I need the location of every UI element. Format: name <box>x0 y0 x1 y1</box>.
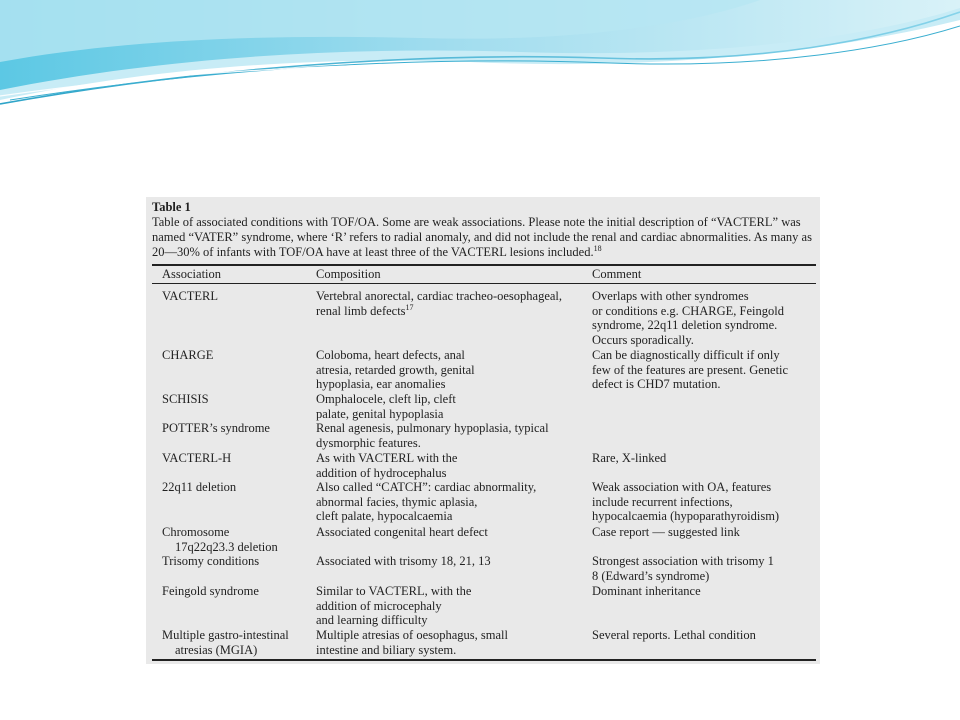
cell-comment-line: Occurs sporadically. <box>592 333 694 348</box>
cell-comment-line: defect is CHD7 mutation. <box>592 377 721 392</box>
cell-association-line: Trisomy conditions <box>162 554 260 568</box>
cell-composition-line: Multiple atresias of oesophagus, small <box>316 628 508 642</box>
cell-composition-line: Coloboma, heart defects, anal <box>316 348 465 362</box>
table-caption-text <box>152 215 816 260</box>
cell-composition-line: Similar to VACTERL, with the <box>316 584 472 598</box>
cell-composition-line: abnormal facies, thymic aplasia, <box>316 494 478 509</box>
cell-composition <box>316 421 588 450</box>
cell-comment-line: hypocalcaemia (hypoparathyroidism) <box>592 509 780 524</box>
cell-association <box>162 480 312 495</box>
cell-association-line: POTTER’s syndrome <box>162 421 270 435</box>
cell-comment <box>592 451 816 466</box>
caption-reference: 18 <box>593 243 602 253</box>
cell-comment-line: 8 (Edward’s syndrome) <box>592 568 710 583</box>
cell-comment-line: Several reports. Lethal condition <box>592 628 756 642</box>
cell-comment-line: Weak association with OA, features <box>592 480 772 494</box>
cell-association <box>162 628 312 657</box>
cell-association-line: 22q11 deletion <box>162 480 237 494</box>
cell-association-line: VACTERL-H <box>162 451 232 465</box>
caption-body: Table of associated conditions with TOF/OA. Some are weak associations. Please note the initial description of “VACTERL” was named “VATER” syndrome, where ‘R’ refers to radial anomaly, and did not include the renal and cardiac abnormalities. As many as 20—30% of infants with TOF/OA have at least three of the VACTERL lesions included. <box>152 215 812 259</box>
cell-composition-line: Associated with trisomy 18, 21, 13 <box>316 554 491 568</box>
cell-comment <box>592 628 816 643</box>
cell-association <box>162 451 312 466</box>
cell-composition-line: Associated congenital heart defect <box>316 525 488 539</box>
cell-composition <box>316 628 588 657</box>
cell-composition <box>316 451 588 480</box>
cell-composition <box>316 289 588 318</box>
cell-composition-line: intestine and biliary system. <box>316 642 457 657</box>
cell-association <box>162 584 312 599</box>
table-header-rule <box>152 283 816 284</box>
cell-composition-line: palate, genital hypoplasia <box>316 406 444 421</box>
cell-association-line: Multiple gastro-intestinal <box>162 628 289 642</box>
cell-comment <box>592 554 816 583</box>
cell-association-line: SCHISIS <box>162 392 209 406</box>
cell-comment <box>592 480 816 524</box>
cell-composition-line: Also called “CATCH”: cardiac abnormality, <box>316 480 537 494</box>
cell-composition <box>316 392 588 421</box>
cell-composition-line: Renal agenesis, pulmonary hypoplasia, typical <box>316 421 549 435</box>
table-label: Table 1 <box>152 200 191 214</box>
cell-comment <box>592 525 816 540</box>
cell-composition <box>316 348 588 392</box>
cell-composition <box>316 525 588 540</box>
table-caption <box>152 200 816 260</box>
cell-comment <box>592 289 816 348</box>
cell-comment-line: Rare, X-linked <box>592 451 667 465</box>
cell-composition-line: atresia, retarded growth, genital <box>316 362 475 377</box>
cell-composition-line: and learning difficulty <box>316 613 428 628</box>
cell-composition-line: cleft palate, hypocalcaemia <box>316 509 453 524</box>
cell-association <box>162 348 312 363</box>
cell-composition-line: As with VACTERL with the <box>316 451 458 465</box>
cell-composition <box>316 554 588 569</box>
cell-composition-line: renal limb defects$^{17}$ <box>316 302 414 318</box>
cell-association-line: Feingold syndrome <box>162 584 259 598</box>
cell-composition-line: addition of hydrocephalus <box>316 465 447 480</box>
cell-comment-line: Strongest association with trisomy 1 <box>592 554 774 568</box>
cell-comment <box>592 348 816 392</box>
table-top-rule <box>152 264 816 266</box>
cell-comment-line: syndrome, 22q11 deletion syndrome. <box>592 318 778 333</box>
cell-association-line: atresias (MGIA) <box>175 642 258 657</box>
cell-composition-line: Vertebral anorectal, cardiac tracheo-oesophageal, <box>316 289 563 303</box>
cell-composition-line: Omphalocele, cleft lip, cleft <box>316 392 456 406</box>
cell-comment-line: Case report — suggested link <box>592 525 740 539</box>
cell-comment <box>592 584 816 599</box>
cell-association <box>162 525 312 554</box>
composition-reference: 17 <box>405 302 414 312</box>
cell-comment-line: or conditions e.g. CHARGE, Feingold <box>592 303 785 318</box>
cell-association-line: 17q22q23.3 deletion <box>175 539 278 554</box>
table-figure <box>146 197 820 664</box>
header-composition: Composition <box>316 267 381 281</box>
cell-association <box>162 554 312 569</box>
decorative-wave-header <box>0 0 960 120</box>
cell-composition-line: hypoplasia, ear anomalies <box>316 377 446 392</box>
cell-composition-line: addition of microcephaly <box>316 598 442 613</box>
cell-composition <box>316 480 588 524</box>
cell-association-line: CHARGE <box>162 348 214 362</box>
table-bottom-rule <box>152 659 816 661</box>
header-comment: Comment <box>592 267 642 281</box>
cell-comment-line: Dominant inheritance <box>592 584 701 598</box>
cell-association <box>162 421 312 436</box>
cell-association <box>162 289 312 304</box>
cell-comment-line: Overlaps with other syndromes <box>592 289 749 303</box>
cell-comment-line: few of the features are present. Genetic <box>592 362 789 377</box>
cell-composition-line: dysmorphic features. <box>316 435 421 450</box>
header-association: Association <box>162 267 222 281</box>
cell-association-line: Chromosome <box>162 525 230 539</box>
cell-comment-line: include recurrent infections, <box>592 494 733 509</box>
cell-composition <box>316 584 588 628</box>
cell-association <box>162 392 312 407</box>
cell-association-line: VACTERL <box>162 289 219 303</box>
cell-comment-line: Can be diagnostically difficult if only <box>592 348 780 362</box>
